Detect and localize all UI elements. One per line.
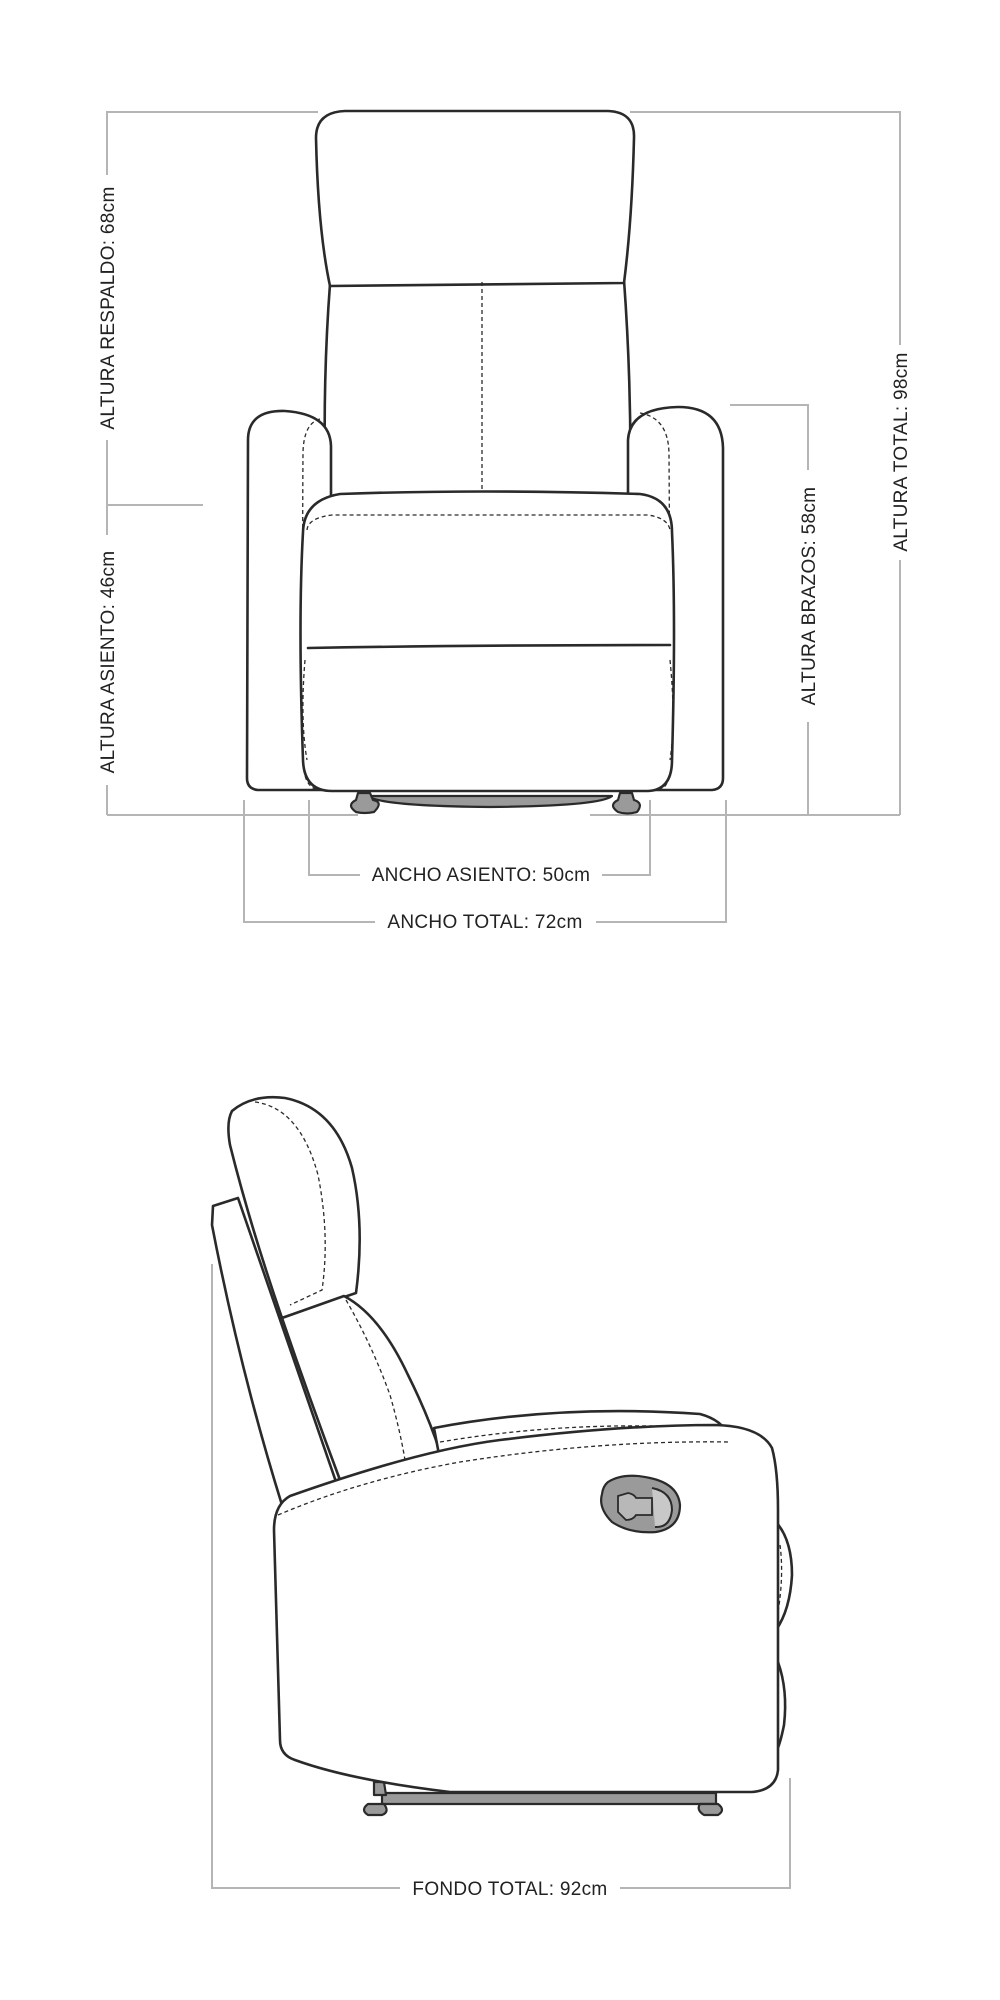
side-rear-foot [699, 1804, 722, 1815]
front-seat-cushion [301, 492, 675, 792]
front-base-plate [368, 796, 612, 807]
label-seat-height: ALTURA ASIENTO: 46cm [98, 550, 119, 774]
label-seat-width: ANCHO ASIENTO: 50cm [371, 865, 591, 886]
label-total-width: ANCHO TOTAL: 72cm [387, 912, 583, 933]
side-front-foot [364, 1804, 387, 1815]
label-arm-height: ALTURA BRAZOS: 58cm [799, 486, 820, 706]
chair-front-drawing [247, 111, 723, 814]
label-backrest-height: ALTURA RESPALDO: 68cm [98, 186, 119, 430]
label-total-depth: FONDO TOTAL: 92cm [412, 1879, 608, 1900]
side-base-rail [382, 1793, 716, 1804]
recline-handle-icon [601, 1476, 680, 1533]
side-body [274, 1425, 778, 1792]
front-right-foot [613, 793, 640, 814]
front-view [98, 111, 912, 933]
side-base-bracket [374, 1782, 386, 1795]
chair-side-drawing [212, 1097, 792, 1815]
front-headrest [316, 111, 634, 286]
label-total-height: ALTURA TOTAL: 98cm [891, 352, 912, 552]
front-backrest [325, 280, 631, 505]
side-view [212, 1097, 792, 1900]
